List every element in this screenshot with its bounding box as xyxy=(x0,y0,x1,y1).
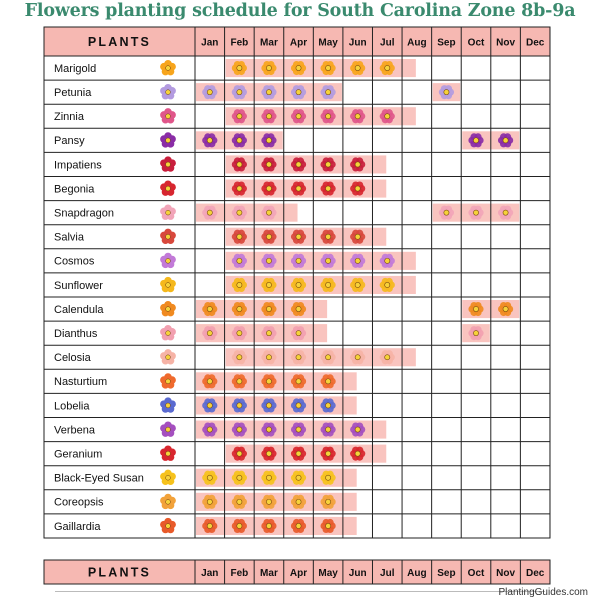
header-month-nov: Nov xyxy=(496,37,516,49)
footer-month-oct: Oct xyxy=(467,568,485,579)
zinnia-flower-icon xyxy=(160,108,176,123)
calendula-flower-icon xyxy=(160,301,176,316)
footer-month-mar: Mar xyxy=(260,568,278,579)
header-month-apr: Apr xyxy=(289,37,308,49)
plant-name: Nasturtium xyxy=(54,376,108,389)
begonia-flower-icon xyxy=(160,180,176,195)
header-month-oct: Oct xyxy=(467,37,485,49)
footer-month-jun: Jun xyxy=(348,568,367,579)
plant-name: Begonia xyxy=(54,183,95,196)
footer-month-feb: Feb xyxy=(230,568,249,579)
dianthus-flower-icon xyxy=(160,325,176,340)
plant-name: Pansy xyxy=(54,135,85,148)
plant-name: Calendula xyxy=(54,303,104,316)
header-month-aug: Aug xyxy=(407,37,427,49)
salvia-flower-icon xyxy=(160,229,176,244)
lobelia-flower-icon xyxy=(160,397,176,412)
celosia-flower-icon xyxy=(160,349,176,364)
header-plants-label: PLANTS xyxy=(87,35,152,49)
plant-name: Verbena xyxy=(54,424,95,437)
coreopsis-flower-icon xyxy=(160,494,176,509)
header-month-feb: Feb xyxy=(230,37,249,49)
plant-name: Gaillardia xyxy=(54,520,101,533)
header-month-jun: Jun xyxy=(348,37,367,49)
pansy-flower-icon xyxy=(160,132,176,147)
footer-month-dec: Dec xyxy=(525,568,545,579)
marigold-flower-icon xyxy=(160,60,176,75)
footer-month-nov: Nov xyxy=(496,568,516,579)
snapdragon-flower-icon xyxy=(160,205,176,220)
plant-name: Coreopsis xyxy=(54,496,104,509)
gaillardia-flower-icon xyxy=(160,518,176,533)
footer-month-sep: Sep xyxy=(437,568,456,579)
plant-name: Lobelia xyxy=(54,400,90,413)
footer-divider xyxy=(55,591,545,592)
verbena-flower-icon xyxy=(160,421,176,436)
black-eyed-susan-flower-icon xyxy=(160,470,176,485)
plant-name: Petunia xyxy=(54,86,92,99)
header-month-mar: Mar xyxy=(260,37,278,49)
header-month-dec: Dec xyxy=(525,37,545,49)
footer-month-aug: Aug xyxy=(407,568,427,579)
cosmos-flower-icon xyxy=(160,253,176,268)
footer-month-jul: Jul xyxy=(380,568,395,579)
plant-name: Cosmos xyxy=(54,255,95,268)
plant-name: Sunflower xyxy=(54,279,103,292)
footer-month-jan: Jan xyxy=(201,568,219,579)
plant-name: Celosia xyxy=(54,352,91,365)
plant-name: Impatiens xyxy=(54,159,102,172)
plant-name: Salvia xyxy=(54,231,84,244)
plant-name: Black-Eyed Susan xyxy=(54,472,144,485)
page-title: Flowers planting schedule for South Carolina Zone 8b-9a xyxy=(24,1,576,21)
plant-name: Marigold xyxy=(54,62,97,75)
header-month-may: May xyxy=(318,37,338,49)
plant-name: Snapdragon xyxy=(54,207,114,220)
petunia-flower-icon xyxy=(160,84,176,99)
plant-name: Zinnia xyxy=(54,111,84,124)
geranium-flower-icon xyxy=(160,446,176,461)
header-month-sep: Sep xyxy=(437,37,456,49)
plant-name: Dianthus xyxy=(54,327,98,340)
footer-plants-label: PLANTS xyxy=(87,565,152,580)
footer-source: PlantingGuides.com xyxy=(498,587,588,598)
impatiens-flower-icon xyxy=(160,156,176,171)
footer-month-apr: Apr xyxy=(289,568,308,579)
footer-month-may: May xyxy=(318,568,338,579)
header-month-jan: Jan xyxy=(201,37,219,49)
sunflower-icon xyxy=(160,277,176,292)
plant-name: Geranium xyxy=(54,448,103,461)
header-month-jul: Jul xyxy=(380,37,395,49)
nasturtium-flower-icon xyxy=(160,373,176,388)
